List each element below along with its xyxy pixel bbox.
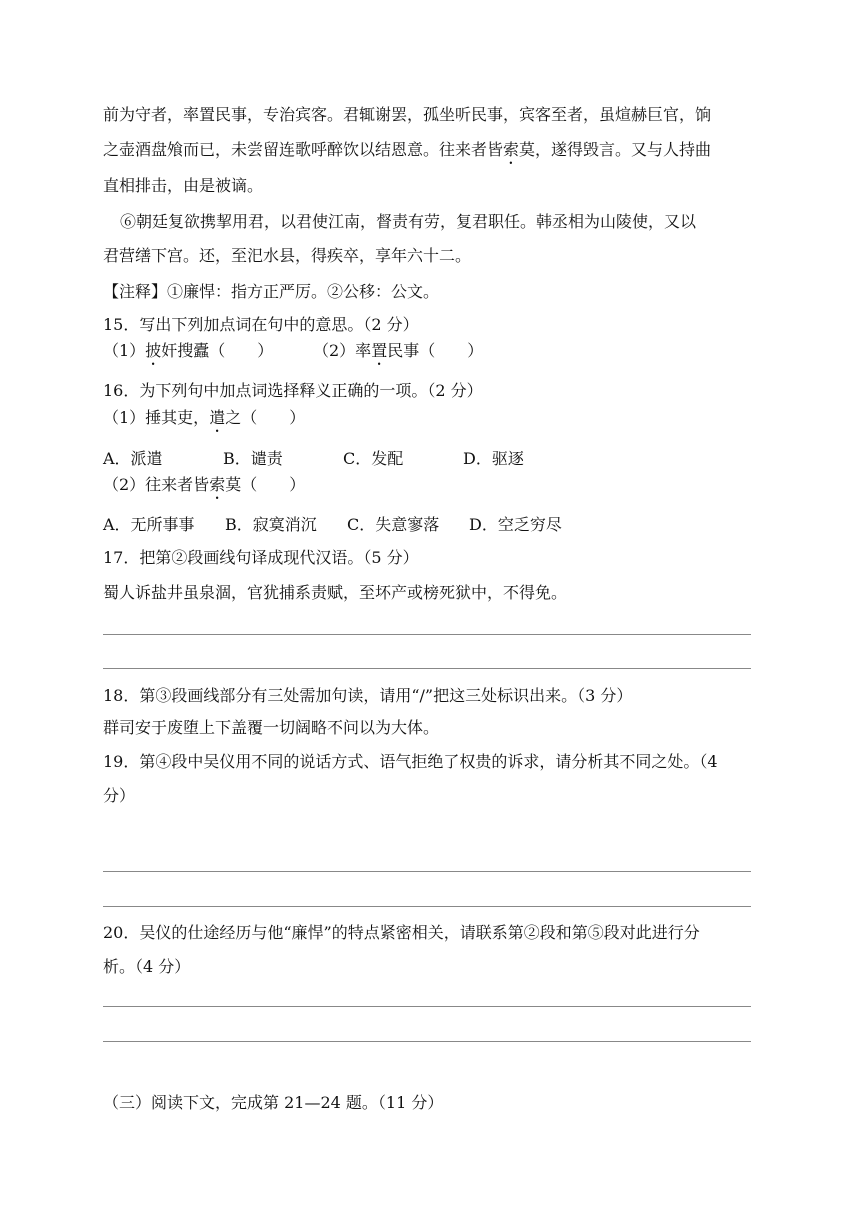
answer-line bbox=[103, 871, 751, 872]
annotation-note: 【注释】①廉悍：指方正严厉。②公移：公文。 bbox=[103, 282, 440, 301]
emphasized-char: 披 bbox=[145, 341, 162, 360]
passage-paragraph-6: ⑥朝廷复欲携挈用君，以君使江南，督责有劳，复君职任。韩丞相为山陵使，又以 bbox=[120, 212, 697, 231]
text-segment: （2）往来者皆 bbox=[103, 475, 210, 494]
option-c: C．失意寥落 bbox=[347, 515, 440, 534]
passage-line bbox=[103, 140, 711, 168]
answer-line bbox=[103, 634, 751, 635]
q16-options-2 bbox=[103, 515, 591, 535]
text-segment: 莫（ ） bbox=[225, 475, 306, 494]
text-segment: 奸搜蠹（ ） bbox=[161, 341, 274, 360]
answer-line bbox=[103, 1041, 751, 1042]
emphasized-char: 遣 bbox=[209, 408, 226, 427]
question-15-title: 15．写出下列加点词在句中的意思。（2 分） bbox=[103, 315, 419, 334]
answer-line bbox=[103, 906, 751, 907]
emphasized-char: 索 bbox=[503, 140, 520, 159]
q16-options-1 bbox=[103, 449, 583, 469]
question-19-title: 19．第④段中吴仪用不同的说话方式、语气拒绝了权贵的诉求，请分析其不同之处。（4 bbox=[103, 752, 718, 771]
text-segment: 民事（ ） bbox=[387, 341, 484, 360]
option-b: B．谴责 bbox=[223, 449, 283, 468]
passage-line: 直相排击，由是被谪。 bbox=[103, 176, 264, 195]
question-20-title-cont: 析。（4 分） bbox=[103, 957, 191, 976]
emphasized-char: 置 bbox=[371, 341, 388, 360]
text-segment: 之（ ） bbox=[225, 408, 306, 427]
question-16-title: 16．为下列句中加点词选择释义正确的一项。（2 分） bbox=[103, 381, 483, 400]
text-segment: 之壶酒盘飧而已，未尝留连歌呼醉饮以结恩意。往来者皆 bbox=[103, 140, 504, 159]
text-segment: （2）率 bbox=[313, 341, 372, 360]
question-18-sentence: 群司安于废堕上下盖覆一切阔略不问以为大体。 bbox=[103, 718, 440, 737]
question-15-items bbox=[103, 341, 483, 369]
answer-line bbox=[103, 668, 751, 669]
question-20-title: 20．吴仪的仕途经历与他“廉悍”的特点紧密相关，请联系第②段和第⑤段对此进行分 bbox=[103, 923, 700, 942]
q16-sentence-2 bbox=[103, 475, 305, 503]
q16-sentence-1 bbox=[103, 408, 305, 436]
option-d: D．空乏穷尽 bbox=[469, 515, 562, 534]
option-a: A．无所事事 bbox=[103, 515, 195, 534]
option-a: A．派遣 bbox=[103, 449, 163, 468]
q15-item-2 bbox=[313, 341, 483, 369]
passage-line: 君营缮下宫。还，至汜水县，得疾卒，享年六十二。 bbox=[103, 246, 472, 265]
option-d: D．驱逐 bbox=[463, 449, 524, 468]
q15-item-1 bbox=[103, 341, 313, 369]
question-17-title: 17．把第②段画线句译成现代汉语。（5 分） bbox=[103, 548, 419, 567]
answer-line bbox=[103, 1006, 751, 1007]
text-segment: （1）捶其吏， bbox=[103, 408, 210, 427]
emphasized-char: 索 bbox=[209, 475, 226, 494]
question-18-title: 18．第③段画线部分有三处需加句读，请用“/”把这三处标识出来。（3 分） bbox=[103, 686, 633, 705]
section-3-heading: （三）阅读下文，完成第 21—24 题。（11 分） bbox=[103, 1093, 444, 1112]
passage-line: 前为守者，率置民事，专治宾客。君辄谢罢，孤坐听民事，宾客至者，虽煊赫巨官，饷 bbox=[103, 105, 712, 124]
text-segment: （1） bbox=[103, 341, 146, 360]
option-c: C．发配 bbox=[343, 449, 404, 468]
question-17-sentence: 蜀人诉盐井虽泉涸，官犹捕系责赋，至坏产或榜死狱中，不得免。 bbox=[103, 583, 568, 602]
question-19-title-cont: 分） bbox=[103, 786, 136, 805]
text-segment: 莫，遂得毁言。又与人持曲 bbox=[519, 140, 712, 159]
option-b: B．寂寞消沉 bbox=[225, 515, 317, 534]
